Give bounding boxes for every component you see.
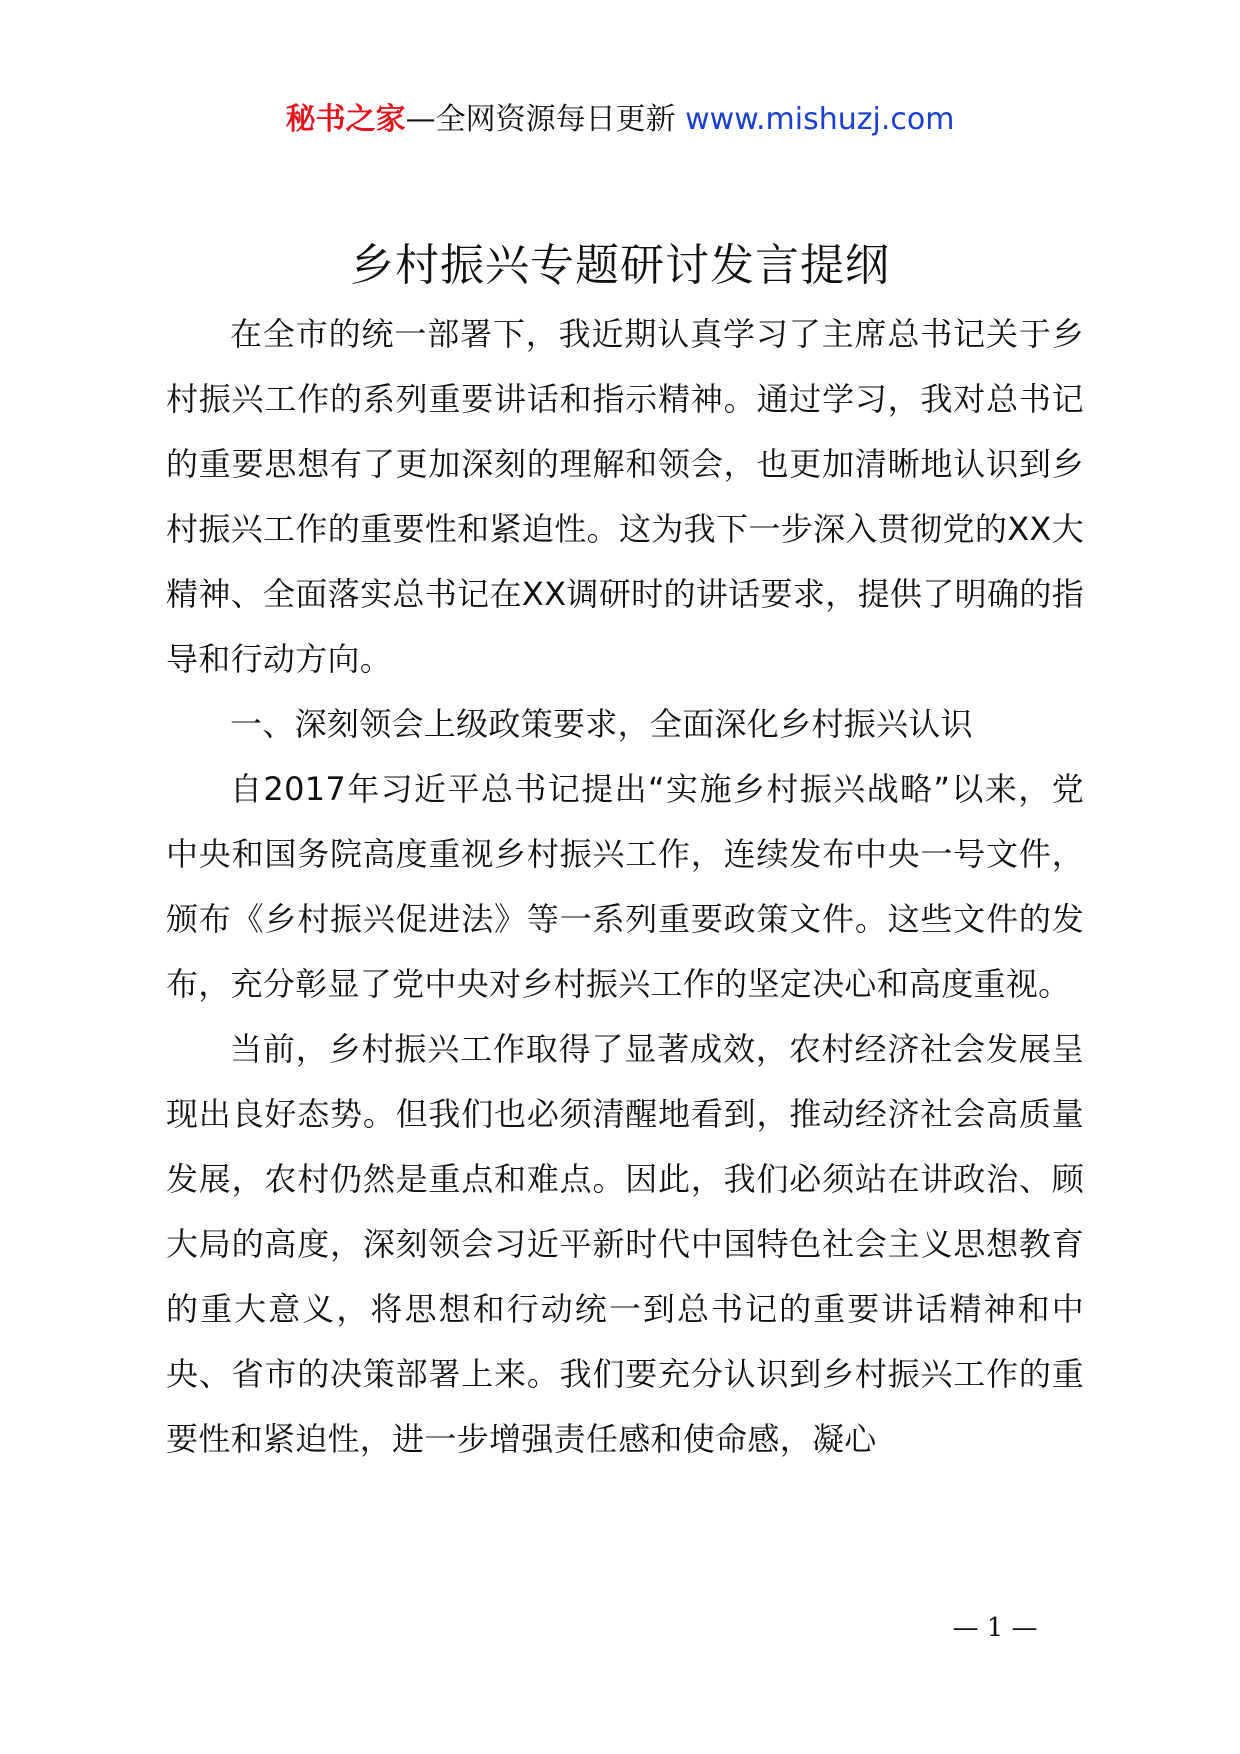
site-banner: [0, 100, 1240, 140]
document-body: [166, 302, 1084, 1472]
paragraph-intro: 在全市的统一部署下，我近期认真学习了主席总书记关于乡村振兴工作的系列重要讲话和指示精神。通过学习，我对总书记的重要思想有了更加深刻的理解和领会，也更加清晰地认识到乡村振兴工作的重要性和紧迫性。这为我下一步深入贯彻党的XX大精神、全面落实总书记在XX调研时的讲话要求，提供了明确的指导和行动方向。: [166, 315, 1084, 678]
paragraph-policy: 自2017年习近平总书记提出“实施乡村振兴战略”以来，党中央和国务院高度重视乡村振兴工作，连续发布中央一号文件，颁布《乡村振兴促进法》等一系列重要政策文件。这些文件的发布，充分彰显了党中央对乡村振兴工作的坚定决心和高度重视。: [166, 770, 1084, 1003]
paragraph-current: 当前，乡村振兴工作取得了显著成效，农村经济社会发展呈现出良好态势。但我们也必须清醒地看到，推动经济社会高质量发展，农村仍然是重点和难点。因此，我们必须站在讲政治、顾大局的高度，深刻领会习近平新时代中国特色社会主义思想教育的重大意义，将思想和行动统一到总书记的重要讲话精神和中央、省市的决策部署上来。我们要充分认识到乡村振兴工作的重要性和紧迫性，进一步增强责任感和使命感，凝心: [166, 1030, 1084, 1458]
page-number: — 1 —: [952, 1613, 1038, 1643]
document-title: 乡村振兴专题研讨发言提纲: [350, 240, 890, 291]
section-heading-1: 一、深刻领会上级政策要求，全面深化乡村振兴认识: [230, 705, 973, 743]
banner-brand: 秘书之家: [285, 102, 406, 137]
banner-tagline: —全网资源每日更新: [405, 102, 686, 137]
banner-url-link[interactable]: www.mishuzj.com: [685, 102, 955, 137]
